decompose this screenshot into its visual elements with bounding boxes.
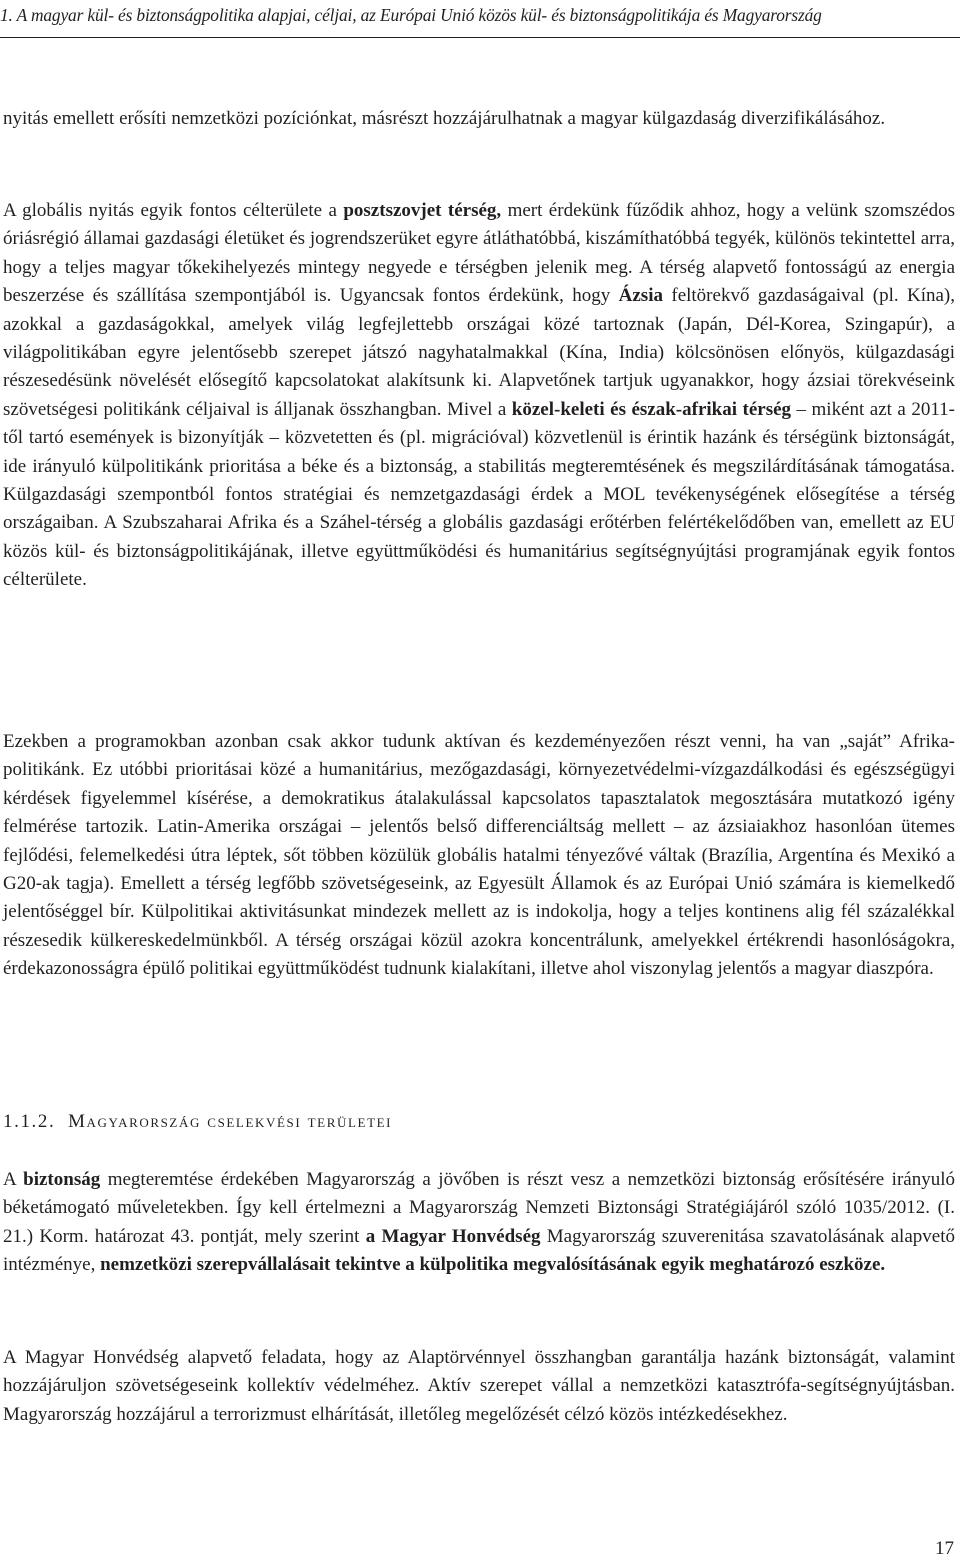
page-number: 17	[935, 1538, 954, 1559]
paragraph-security	[3, 1166, 955, 1280]
text-run: Magyarország szuverenitása szavatolásának alapvető intézménye,	[3, 1225, 955, 1276]
text-run: A	[3, 1169, 24, 1190]
emphasis-hungarian-defence-forces: a Magyar Honvédség	[365, 1225, 541, 1247]
emphasis-asia: Ázsia	[618, 285, 663, 307]
paragraph-regions	[3, 197, 955, 595]
section-title: Magyarország cselekvési területei	[68, 1111, 393, 1132]
paragraph-defence-tasks: A Magyar Honvédség alapvető feladata, hogy az Alaptörvénnyel összhangban garantálja hazánk biztonságát, valamint hozzájáruljon szövetségeseink kollektív védelméhez. Aktív szerepet vállal a nemzetközi katasztrófa-segítségnyújtásban. Magyarország hozzájárul a terrorizmust elhárítását, illetőleg megelőzését célzó közös intézkedésekhez.	[3, 1347, 955, 1425]
emphasis-post-soviet-region: posztszovjet térség,	[343, 200, 502, 221]
text-run: feltörekvő gazdaságaival (pl. Kína), azokkal a gazdaságokkal, amelyek világ legfejlettebb országai közé tartoznak (Japán, Dél-Korea, Szingapúr), a világpolitikában egyre jelentősebb szerepet játszó nagyhatalmakkal (Kína, India) kölcsönösen előnyös, külgazdasági részesedésünk növelését elősegítő kapcsolatokat alakítsunk ki. Alapvetőnek tartjuk ugyanakkor, hogy ázsiai törekvéseink szövetségesi politikánk céljaival is álljanak összhangban. Mivel a	[3, 285, 955, 420]
section-heading	[3, 1108, 392, 1136]
emphasis-middle-east-north-africa: közel-keleti és észak-afrikai térség	[511, 398, 792, 420]
paragraph-africa-latin-america: Ezekben a programokban azonban csak akkor tudunk aktívan és kezdeményezően részt venni, ha van „saját” Afrika-politikánk. Ez utóbbi prioritásai közé a humanitárius, mezőgazdasági, környezetvédelmi-vízgazdálkodási és egészségügyi kérdések figyelemmel kísérése, a demokratikus átalakulással kapcsolatos tapasztalatok megosztására mutatkozó igény felmérése tartozik. Latin-Amerika országai – jelentős belső differenciáltság mellett – az ázsiaiakhoz hasonlóan ütemes fejlődési, felemelkedési útra léptek, sőt többen közülük globális hatalmi tényezővé váltak (Brazília, Argentína és Mexikó a G20-ak tagja). Emellett a térség legfőbb szövetségeseink, az Egyesült Államok és az Európai Unió számára is kiemelkedő jelentőséggel bír. Külpolitikai aktivitásunkat mindezek mellett az is indokolja, hogy a teljes kontinens alig fél százalékkal részesedik külkereskedelmünkből. A térség országai közül azokra koncentrálunk, amelyekkel értékrendi hasonlóságokra, érdekazonosságra épülő politikai együttműködést tudnunk kialakítani, illetve ahol viszonylag jelentős a magyar diaszpóra.	[3, 731, 955, 980]
text-run: – miként azt a 2011-től tartó események is bizonyítják – közvetetten és (pl. migrációval) közvetlenül is érintik hazánk és térségünk biztonságát, ide irányuló külpolitikánk prioritása a béke és a biztonság, a stabilitás megteremtésének és megszilárdításának támogatása. Külgazdasági szempontból fontos stratégiai és nemzetgazdasági érdek a MOL tevékenységének elősegítése a térség országaiban. A Szubszaharai Afrika és a Száhel-térség a globális gazdasági erőtérben felértékelődőben van, emellett az EU közös kül- és biztonságpolitikájának, illetve együttműködési és humanitárius segítségnyújtási programjának egyik fontos célterülete.	[3, 398, 955, 591]
emphasis-international-role: nemzetközi szerepvállalásait tekintve a külpolitika megvalósításának egyik meghatározó eszköze.	[100, 1254, 886, 1276]
text-run: mert érdekünk fűződik ahhoz, hogy a velünk szomszédos óriásrégió államai gazdasági életüket és jogrendszerüket egyre átláthatóbbá, kiszámíthatóbbá tegyék, különös tekintettel arra, hogy a teljes magyar tőkekihelyezés mintegy negyede e térségben jelenik meg. A térség alapvető fontosságú az energia beszerzése és szállítása szempontjából is. Ugyancsak fontos érdekünk, hogy	[3, 200, 956, 307]
section-number: 1.1.2.	[3, 1111, 56, 1132]
text-run: megteremtése érdekében Magyarország a jövőben is részt vesz a nemzetközi biztonság erősítésére irányuló béketámogató műveletekben. Így kell értelmezni a Magyarország Nemzeti Biztonsági Stratégiájáról szóló 1035/2012. (I. 21.) Korm. határozat 43. pontját, mely szerint	[3, 1169, 955, 1247]
text-run: A globális nyitás egyik fontos célterülete a	[3, 200, 344, 221]
emphasis-security: biztonság	[23, 1169, 101, 1190]
paragraph-intro: nyitás emellett erősíti nemzetközi pozíciónkat, másrészt hozzájárulhatnak a magyar külgazdaság diverzifikálásához.	[3, 108, 886, 129]
header-rule	[0, 37, 960, 38]
running-header: 1. A magyar kül- és biztonságpolitika alapjai, céljai, az Európai Unió közös kül- és biztonságpolitikája és Magyarország	[0, 5, 822, 25]
